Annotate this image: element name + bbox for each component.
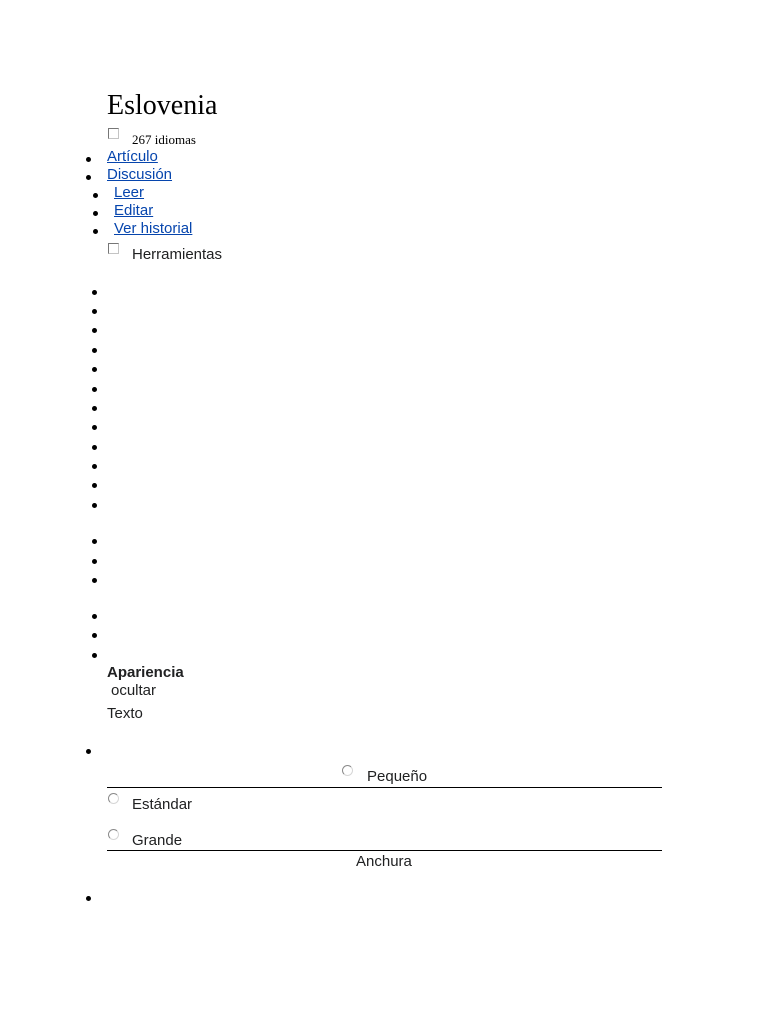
text-size-large-radio[interactable]	[108, 829, 119, 840]
list-item[interactable]	[92, 309, 97, 314]
bullet	[93, 193, 98, 198]
bullet	[93, 229, 98, 234]
divider	[107, 850, 662, 851]
page-title: Eslovenia	[107, 90, 218, 121]
divider	[107, 787, 662, 788]
languages-checkbox[interactable]	[108, 128, 119, 139]
languages-label[interactable]: 267 idiomas	[132, 132, 196, 147]
list-item[interactable]	[92, 464, 97, 469]
list-item[interactable]	[92, 559, 97, 564]
tools-checkbox[interactable]	[108, 243, 119, 254]
list-item[interactable]	[92, 483, 97, 488]
tab-read[interactable]: Leer	[114, 184, 145, 201]
bullet	[86, 157, 91, 162]
text-size-standard-radio[interactable]	[108, 793, 119, 804]
list-item[interactable]	[92, 653, 97, 658]
list-item[interactable]	[92, 445, 97, 450]
text-section-label: Texto	[107, 705, 143, 722]
list-item[interactable]	[92, 633, 97, 638]
tools-label[interactable]: Herramientas	[132, 246, 223, 263]
list-item[interactable]	[92, 539, 97, 544]
list-item[interactable]	[92, 614, 97, 619]
list-item[interactable]	[92, 406, 97, 411]
tab-article[interactable]: Artículo	[107, 148, 158, 165]
list-item[interactable]	[92, 503, 97, 508]
list-item[interactable]	[92, 290, 97, 295]
list-item[interactable]	[92, 367, 97, 372]
text-size-small-radio[interactable]	[342, 765, 353, 776]
text-size-small-label[interactable]: Pequeño	[367, 768, 428, 785]
list-item[interactable]	[92, 425, 97, 430]
list-item[interactable]	[92, 387, 97, 392]
tab-edit[interactable]: Editar	[114, 202, 154, 219]
list-item[interactable]	[92, 328, 97, 333]
tab-history[interactable]: Ver historial	[114, 220, 193, 237]
bullet	[93, 211, 98, 216]
tab-discussion[interactable]: Discusión	[107, 166, 173, 183]
appearance-heading: Apariencia	[107, 664, 184, 681]
bullet	[86, 175, 91, 180]
appearance-hide-button[interactable]: ocultar	[111, 682, 157, 699]
list-item[interactable]	[92, 578, 97, 583]
list-item	[86, 749, 91, 754]
list-item[interactable]	[92, 348, 97, 353]
list-item	[86, 896, 91, 901]
width-section-label: Anchura	[356, 853, 412, 870]
text-size-large-label[interactable]: Grande	[132, 832, 183, 849]
text-size-standard-label[interactable]: Estándar	[132, 796, 193, 813]
